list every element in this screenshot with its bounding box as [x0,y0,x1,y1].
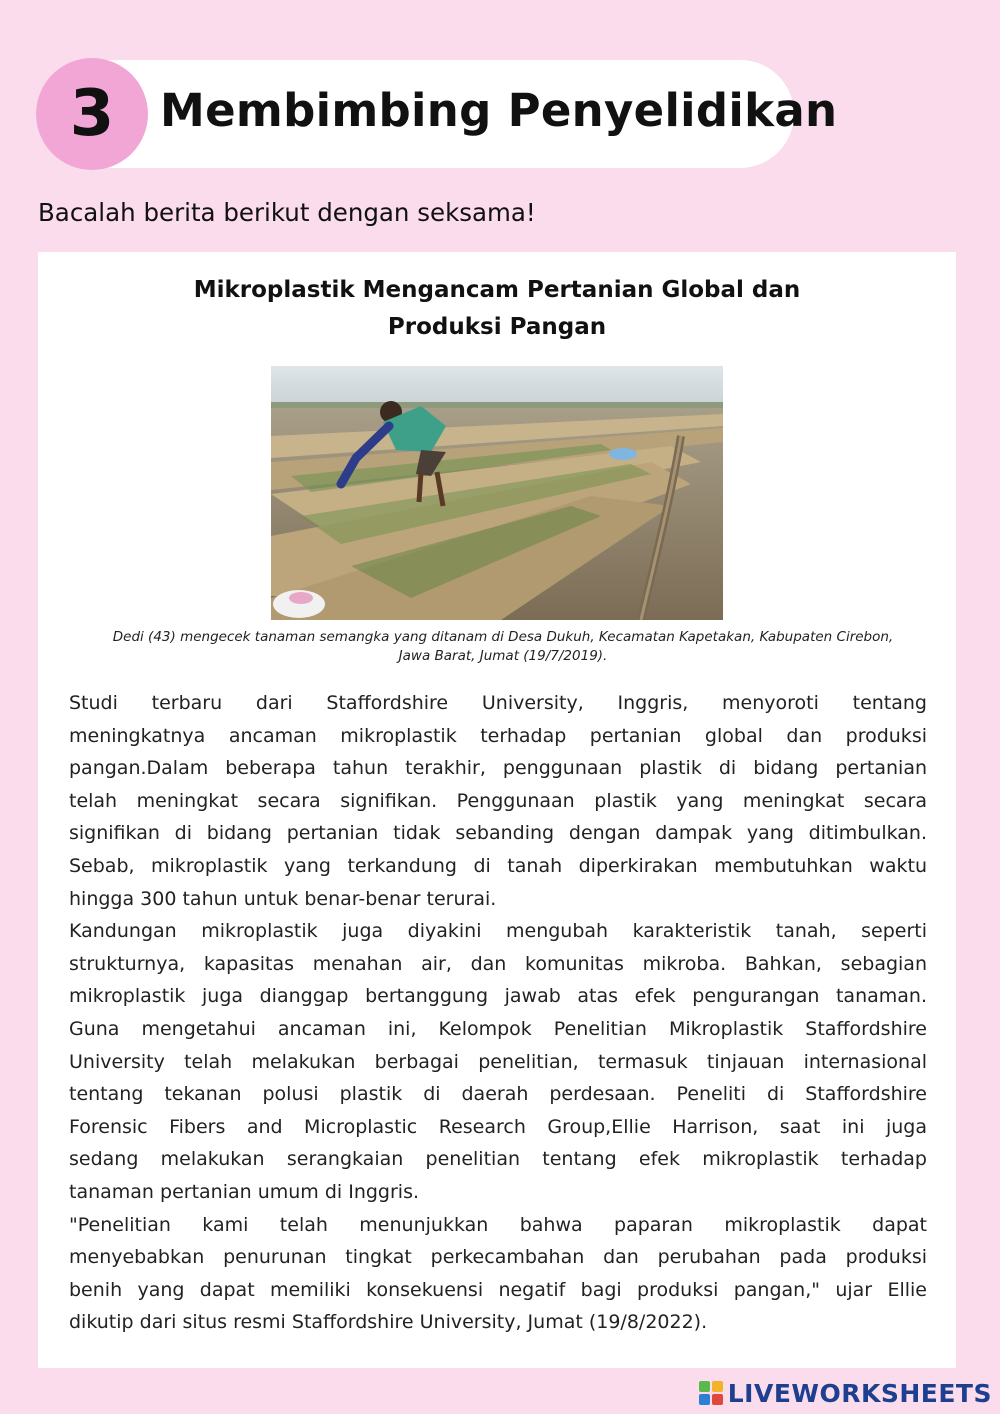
body-line: University telah melakukan berbagai penelitian, termasuk tinjauan internasional [69,1050,927,1073]
body-line: telah meningkat secara signifikan. Penggunaan plastik yang meningkat secara [69,789,927,812]
brand-text: LIVEWORKSHEETS [727,1378,992,1408]
body-line: signifikan di bidang pertanian tidak sebanding dengan dampak yang ditimbulkan. [69,822,927,845]
body-line: tanaman pertanian umum di Inggris. [69,1180,420,1203]
step-number-badge: 3 [36,58,148,170]
body-line: menyebabkan penurunan tingkat perkecambahan dan perubahan pada produksi [69,1246,927,1269]
article-card [38,252,956,1368]
article-body [69,687,927,1339]
body-line: Forensic Fibers and Microplastic Research Group,Ellie Harrison, saat ini juga [69,1115,927,1138]
instruction-text: Bacalah berita berikut dengan seksama! [38,198,536,227]
article-title-line: Mikroplastik Mengancam Pertanian Global dan [193,277,801,303]
body-line: "Penelitian kami telah menunjukkan bahwa paparan mikroplastik dapat [69,1213,927,1236]
body-line: tentang tekanan polusi plastik di daerah perdesaan. Peneliti di Staffordshire [69,1083,927,1106]
article-title [38,272,956,346]
farm-photo [271,366,723,620]
body-line: Sebab, mikroplastik yang terkandung di tanah diperkirakan membutuhkan waktu [69,854,927,877]
liveworksheets-logo-icon [698,1380,724,1406]
body-line: dikutip dari situs resmi Staffordshire University, Jumat (19/8/2022). [69,1311,708,1334]
article-title-line: Produksi Pangan [387,314,607,340]
body-line: Studi terbaru dari Staffordshire University, Inggris, menyoroti tentang [69,692,927,714]
body-line: strukturnya, kapasitas menahan air, dan komunitas mikroba. Bahkan, sebagian [69,952,927,975]
body-line: meningkatnya ancaman mikroplastik terhadap pertanian global dan produksi [69,724,927,747]
body-line: benih yang dapat memiliki konsekuensi negatif bagi produksi pangan," ujar Ellie [69,1278,927,1301]
photo-caption [68,628,938,666]
liveworksheets-brand [698,1376,992,1410]
body-line: Kandungan mikroplastik juga diyakini mengubah karakteristik tanah, seperti [69,920,927,943]
farm-photo-illustration [271,366,723,620]
body-line: sedang melakukan serangkaian penelitian tentang efek mikroplastik terhadap [69,1148,927,1171]
body-line: pangan.Dalam beberapa tahun terakhir, penggunaan plastik di bidang pertanian [69,757,927,780]
caption-line: Jawa Barat, Jumat (19/7/2019). [398,648,608,664]
body-line: Guna mengetahui ancaman ini, Kelompok Penelitian Mikroplastik Staffordshire [69,1017,927,1040]
caption-line: Dedi (43) mengecek tanaman semangka yang ditanam di Desa Dukuh, Kecamatan Kapetakan, Kabupaten Cirebon, [112,629,894,645]
section-title: Membimbing Penyelidikan [160,84,838,137]
body-line: mikroplastik juga dianggap bertanggung jawab atas efek pengurangan tanaman. [69,985,927,1008]
body-line: hingga 300 tahun untuk benar-benar terurai. [69,887,497,910]
